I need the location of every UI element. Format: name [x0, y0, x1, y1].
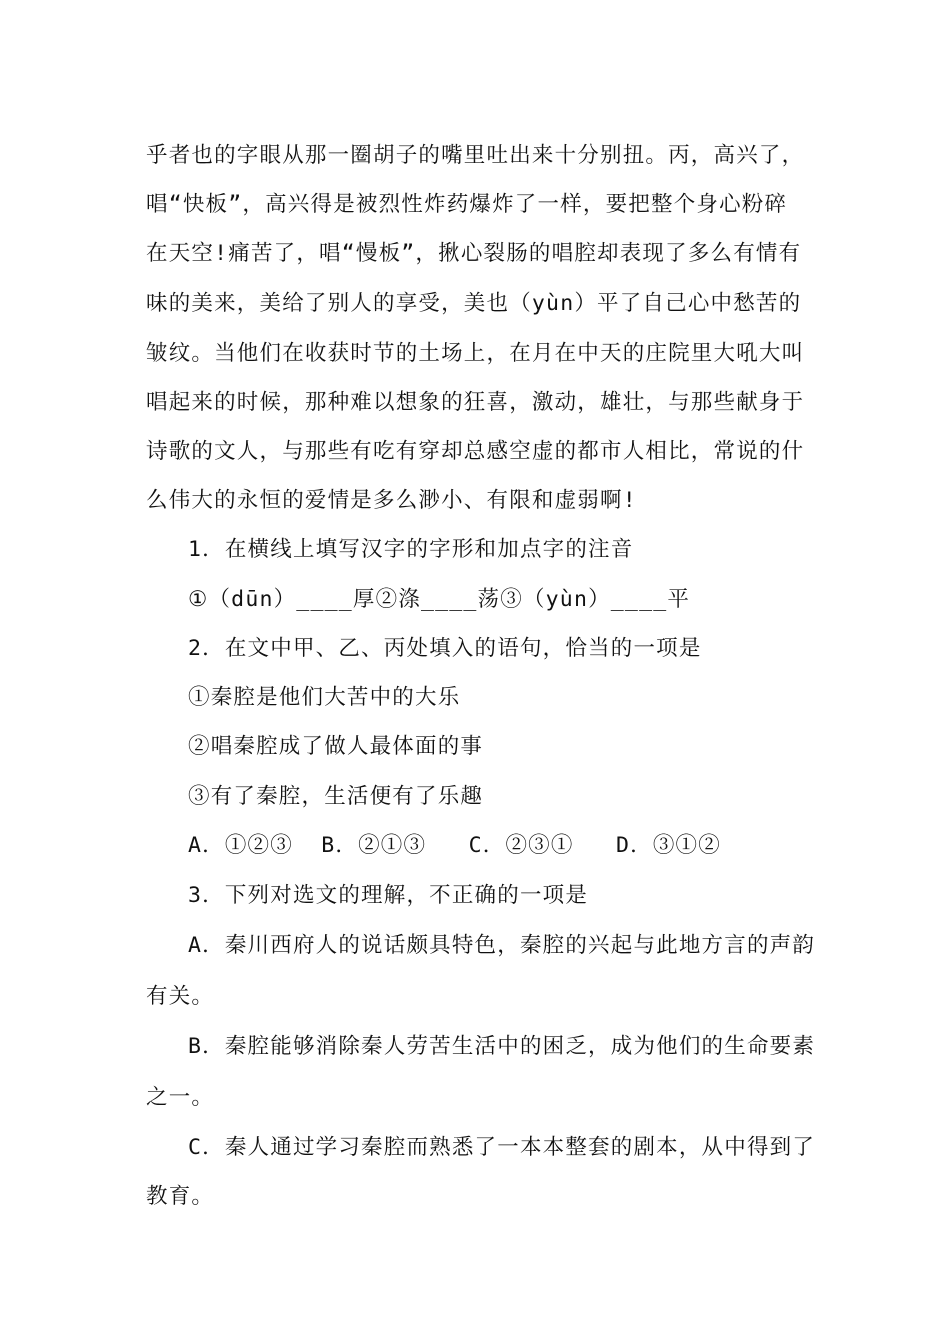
question-2-statement-2: ②唱秦腔成了做人最体面的事 — [188, 734, 484, 759]
question-3-option-b: B．秦腔能够消除秦人劳苦生活中的困乏，成为他们的生命要素 — [188, 1034, 816, 1059]
question-2-stem: 2．在文中甲、乙、丙处填入的语句，恰当的一项是 — [188, 636, 702, 661]
question-2-statement-1: ①秦腔是他们大苦中的大乐 — [188, 685, 461, 710]
passage-line-1: 乎者也的字眼从那一圈胡子的嘴里吐出来十分别扭。丙，高兴了， — [146, 143, 805, 168]
question-3-stem: 3．下列对选文的理解，不正确的一项是 — [188, 883, 589, 908]
passage-line-3: 在天空!痛苦了，唱“慢板”，揪心裂肠的唱腔却表现了多么有情有 — [146, 241, 802, 266]
passage-line-6: 唱起来的时候，那种难以想象的狂喜，激动，雄壮，与那些献身于 — [146, 390, 805, 415]
question-3-option-c: C．秦人通过学习秦腔而熟悉了一本本整套的剧本，从中得到了 — [188, 1135, 816, 1160]
passage-line-2: 唱“快板”，高兴得是被烈性炸药爆炸了一样，要把整个身心粉碎 — [146, 192, 788, 217]
question-3-option-a: A．秦川西府人的说话颇具特色，秦腔的兴起与此地方言的声韵 — [188, 933, 816, 958]
question-1-items: ①（dūn）____厚②涤____荡③（yùn）____平 — [188, 587, 691, 612]
question-3-option-a-continued: 有关。 — [146, 984, 215, 1009]
passage-line-4: 味的美来，美给了别人的享受，美也（yùn）平了自己心中愁苦的 — [146, 291, 802, 316]
question-3-option-c-continued: 教育。 — [146, 1184, 215, 1209]
question-2-choices: A．①②③ B．②①③ C．②③① D．③①② — [188, 833, 721, 858]
question-1-stem: 1．在横线上填写汉字的字形和加点字的注音 — [188, 537, 634, 562]
question-2-statement-3: ③有了秦腔，生活便有了乐趣 — [188, 784, 484, 809]
passage-line-7: 诗歌的文人，与那些有吃有穿却总感空虚的都市人相比，常说的什 — [146, 439, 805, 464]
passage-line-5: 皱纹。当他们在收获时节的土场上，在月在中天的庄院里大吼大叫 — [146, 341, 805, 366]
question-3-option-b-continued: 之一。 — [146, 1085, 215, 1110]
passage-line-8: 么伟大的永恒的爱情是多么渺小、有限和虚弱啊! — [146, 488, 637, 513]
